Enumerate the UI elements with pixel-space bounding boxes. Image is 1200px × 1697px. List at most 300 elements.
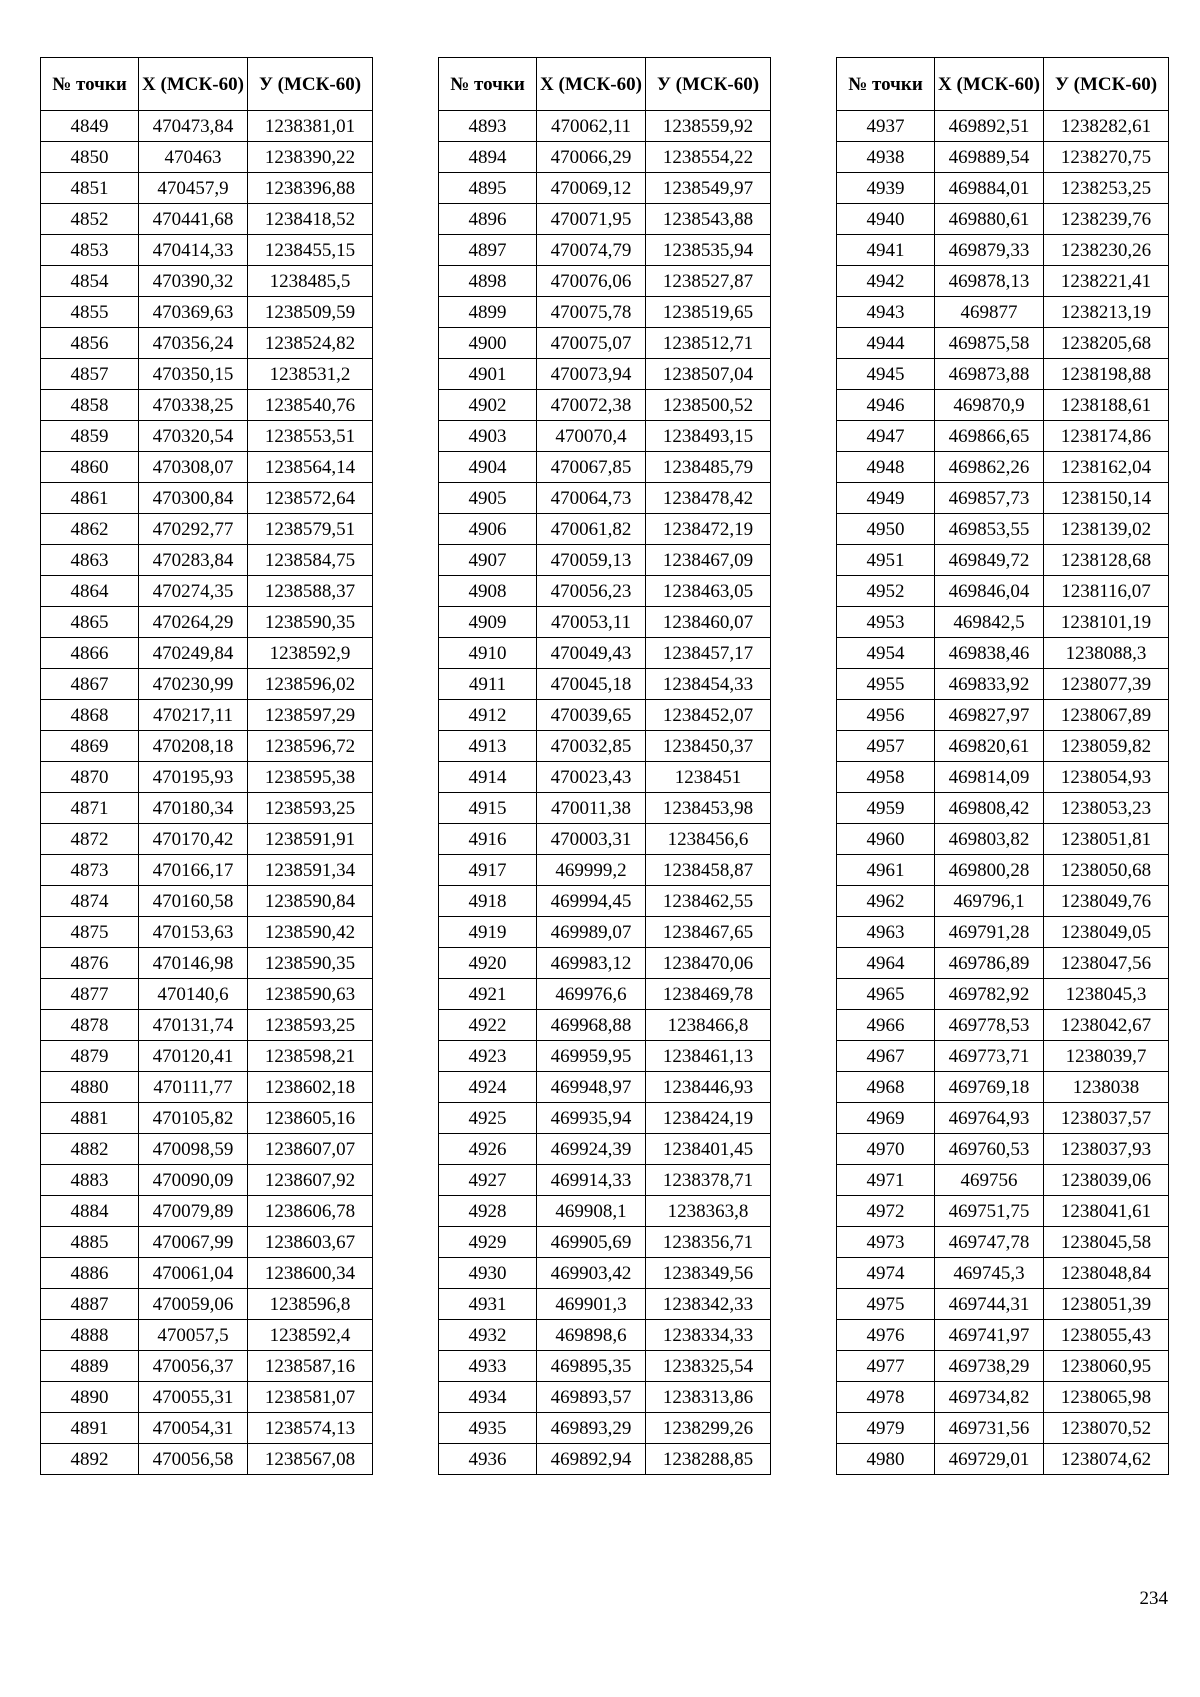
cell-point-number: 4923 xyxy=(439,1041,537,1072)
cell-point-number: 4909 xyxy=(439,607,537,638)
cell-point-number: 4974 xyxy=(837,1258,935,1289)
table-row xyxy=(439,638,771,669)
cell-y: 1238039,06 xyxy=(1044,1165,1169,1196)
cell-x: 469751,75 xyxy=(935,1196,1044,1227)
cell-point-number: 4953 xyxy=(837,607,935,638)
cell-point-number: 4905 xyxy=(439,483,537,514)
table-row xyxy=(439,855,771,886)
table-row xyxy=(439,545,771,576)
table-row xyxy=(41,297,373,328)
cell-y: 1238451 xyxy=(646,762,771,793)
cell-y: 1238456,6 xyxy=(646,824,771,855)
table-row xyxy=(439,979,771,1010)
table-row xyxy=(439,1134,771,1165)
table-row xyxy=(439,1289,771,1320)
cell-y: 1238045,3 xyxy=(1044,979,1169,1010)
cell-point-number: 4895 xyxy=(439,173,537,204)
cell-point-number: 4873 xyxy=(41,855,139,886)
cell-point-number: 4926 xyxy=(439,1134,537,1165)
cell-x: 469808,42 xyxy=(935,793,1044,824)
cell-point-number: 4883 xyxy=(41,1165,139,1196)
cell-point-number: 4901 xyxy=(439,359,537,390)
cell-x: 470090,09 xyxy=(139,1165,248,1196)
cell-x: 469889,54 xyxy=(935,142,1044,173)
cell-y: 1238198,88 xyxy=(1044,359,1169,390)
cell-x: 470062,11 xyxy=(537,111,646,142)
table-row xyxy=(439,235,771,266)
cell-point-number: 4929 xyxy=(439,1227,537,1258)
header-point-number: № точки xyxy=(41,58,139,111)
cell-x: 469747,78 xyxy=(935,1227,1044,1258)
cell-x: 470056,58 xyxy=(139,1444,248,1475)
table-row xyxy=(837,235,1169,266)
table-row xyxy=(837,1444,1169,1475)
cell-x: 470045,18 xyxy=(537,669,646,700)
table-row xyxy=(439,483,771,514)
table-row xyxy=(41,669,373,700)
cell-y: 1238396,88 xyxy=(248,173,373,204)
cell-point-number: 4942 xyxy=(837,266,935,297)
table-row xyxy=(837,359,1169,390)
cell-y: 1238466,8 xyxy=(646,1010,771,1041)
cell-x: 470463 xyxy=(139,142,248,173)
cell-y: 1238564,14 xyxy=(248,452,373,483)
cell-y: 1238509,59 xyxy=(248,297,373,328)
cell-x: 469924,39 xyxy=(537,1134,646,1165)
header-point-number: № точки xyxy=(837,58,935,111)
cell-x: 469814,09 xyxy=(935,762,1044,793)
cell-x: 470249,84 xyxy=(139,638,248,669)
table-row xyxy=(837,1103,1169,1134)
cell-y: 1238587,16 xyxy=(248,1351,373,1382)
cell-point-number: 4869 xyxy=(41,731,139,762)
table-row xyxy=(41,886,373,917)
cell-x: 470146,98 xyxy=(139,948,248,979)
cell-y: 1238574,13 xyxy=(248,1413,373,1444)
table-row xyxy=(837,545,1169,576)
cell-y: 1238288,85 xyxy=(646,1444,771,1475)
cell-x: 470217,11 xyxy=(139,700,248,731)
cell-point-number: 4932 xyxy=(439,1320,537,1351)
table-row xyxy=(41,173,373,204)
cell-y: 1238457,17 xyxy=(646,638,771,669)
table-row xyxy=(41,979,373,1010)
table-row xyxy=(837,1010,1169,1041)
table-row xyxy=(41,1134,373,1165)
table-row xyxy=(837,669,1169,700)
cell-x: 469731,56 xyxy=(935,1413,1044,1444)
cell-point-number: 4961 xyxy=(837,855,935,886)
cell-point-number: 4921 xyxy=(439,979,537,1010)
cell-x: 470039,65 xyxy=(537,700,646,731)
table-row xyxy=(439,1382,771,1413)
table-row xyxy=(837,731,1169,762)
cell-x: 470079,89 xyxy=(139,1196,248,1227)
cell-y: 1238455,15 xyxy=(248,235,373,266)
cell-y: 1238581,07 xyxy=(248,1382,373,1413)
cell-y: 1238188,61 xyxy=(1044,390,1169,421)
cell-y: 1238590,84 xyxy=(248,886,373,917)
cell-point-number: 4866 xyxy=(41,638,139,669)
cell-point-number: 4882 xyxy=(41,1134,139,1165)
cell-x: 469903,42 xyxy=(537,1258,646,1289)
cell-x: 469935,94 xyxy=(537,1103,646,1134)
cell-x: 469892,94 xyxy=(537,1444,646,1475)
cell-y: 1238213,19 xyxy=(1044,297,1169,328)
cell-y: 1238342,33 xyxy=(646,1289,771,1320)
cell-x: 469893,29 xyxy=(537,1413,646,1444)
cell-y: 1238461,13 xyxy=(646,1041,771,1072)
cell-y: 1238452,07 xyxy=(646,700,771,731)
cell-x: 469866,65 xyxy=(935,421,1044,452)
cell-y: 1238221,41 xyxy=(1044,266,1169,297)
cell-point-number: 4973 xyxy=(837,1227,935,1258)
cell-y: 1238116,07 xyxy=(1044,576,1169,607)
cell-y: 1238602,18 xyxy=(248,1072,373,1103)
cell-point-number: 4964 xyxy=(837,948,935,979)
cell-x: 470441,68 xyxy=(139,204,248,235)
cell-x: 470153,63 xyxy=(139,917,248,948)
cell-x: 470073,94 xyxy=(537,359,646,390)
cell-y: 1238467,65 xyxy=(646,917,771,948)
table-row xyxy=(41,1444,373,1475)
cell-point-number: 4937 xyxy=(837,111,935,142)
table-row xyxy=(41,1072,373,1103)
cell-y: 1238531,2 xyxy=(248,359,373,390)
cell-x: 470170,42 xyxy=(139,824,248,855)
cell-point-number: 4910 xyxy=(439,638,537,669)
table-row xyxy=(837,917,1169,948)
cell-y: 1238595,38 xyxy=(248,762,373,793)
table-row xyxy=(837,390,1169,421)
cell-x: 469796,1 xyxy=(935,886,1044,917)
cell-point-number: 4918 xyxy=(439,886,537,917)
cell-point-number: 4931 xyxy=(439,1289,537,1320)
cell-y: 1238037,93 xyxy=(1044,1134,1169,1165)
table-row xyxy=(41,390,373,421)
cell-point-number: 4878 xyxy=(41,1010,139,1041)
table-row xyxy=(41,638,373,669)
cell-y: 1238053,23 xyxy=(1044,793,1169,824)
cell-point-number: 4920 xyxy=(439,948,537,979)
table-row xyxy=(439,1165,771,1196)
coordinate-table xyxy=(836,57,1169,1475)
cell-y: 1238270,75 xyxy=(1044,142,1169,173)
cell-y: 1238600,34 xyxy=(248,1258,373,1289)
cell-y: 1238593,25 xyxy=(248,793,373,824)
cell-x: 470003,31 xyxy=(537,824,646,855)
cell-x: 470356,24 xyxy=(139,328,248,359)
cell-point-number: 4943 xyxy=(837,297,935,328)
table-row xyxy=(41,452,373,483)
cell-point-number: 4934 xyxy=(439,1382,537,1413)
table-row xyxy=(41,576,373,607)
cell-point-number: 4975 xyxy=(837,1289,935,1320)
cell-point-number: 4968 xyxy=(837,1072,935,1103)
cell-point-number: 4857 xyxy=(41,359,139,390)
table-header-row xyxy=(439,58,771,111)
cell-x: 470300,84 xyxy=(139,483,248,514)
cell-y: 1238239,76 xyxy=(1044,204,1169,235)
cell-x: 470160,58 xyxy=(139,886,248,917)
cell-y: 1238059,82 xyxy=(1044,731,1169,762)
cell-point-number: 4954 xyxy=(837,638,935,669)
cell-point-number: 4858 xyxy=(41,390,139,421)
cell-y: 1238101,19 xyxy=(1044,607,1169,638)
table-row xyxy=(439,142,771,173)
cell-point-number: 4930 xyxy=(439,1258,537,1289)
cell-point-number: 4911 xyxy=(439,669,537,700)
cell-x: 469833,92 xyxy=(935,669,1044,700)
cell-x: 470230,99 xyxy=(139,669,248,700)
table-row xyxy=(837,948,1169,979)
cell-x: 469999,2 xyxy=(537,855,646,886)
cell-point-number: 4919 xyxy=(439,917,537,948)
table-row xyxy=(837,638,1169,669)
cell-point-number: 4908 xyxy=(439,576,537,607)
cell-point-number: 4863 xyxy=(41,545,139,576)
cell-x: 469729,01 xyxy=(935,1444,1044,1475)
cell-y: 1238478,42 xyxy=(646,483,771,514)
cell-x: 470195,93 xyxy=(139,762,248,793)
cell-x: 469741,97 xyxy=(935,1320,1044,1351)
cell-point-number: 4906 xyxy=(439,514,537,545)
table-row xyxy=(41,607,373,638)
cell-point-number: 4886 xyxy=(41,1258,139,1289)
table-row xyxy=(837,483,1169,514)
table-row xyxy=(439,297,771,328)
cell-x: 469880,61 xyxy=(935,204,1044,235)
cell-x: 469892,51 xyxy=(935,111,1044,142)
cell-x: 469873,88 xyxy=(935,359,1044,390)
cell-point-number: 4928 xyxy=(439,1196,537,1227)
cell-y: 1238567,08 xyxy=(248,1444,373,1475)
cell-x: 469879,33 xyxy=(935,235,1044,266)
cell-y: 1238607,92 xyxy=(248,1165,373,1196)
table-row xyxy=(439,390,771,421)
table-row xyxy=(837,1196,1169,1227)
table-row xyxy=(837,421,1169,452)
table-row xyxy=(837,328,1169,359)
cell-point-number: 4955 xyxy=(837,669,935,700)
cell-x: 469898,6 xyxy=(537,1320,646,1351)
cell-y: 1238334,33 xyxy=(646,1320,771,1351)
cell-x: 469857,73 xyxy=(935,483,1044,514)
table-row xyxy=(41,142,373,173)
table-row xyxy=(41,1289,373,1320)
cell-x: 470067,99 xyxy=(139,1227,248,1258)
cell-y: 1238070,52 xyxy=(1044,1413,1169,1444)
cell-point-number: 4980 xyxy=(837,1444,935,1475)
cell-x: 470059,13 xyxy=(537,545,646,576)
cell-point-number: 4916 xyxy=(439,824,537,855)
cell-point-number: 4978 xyxy=(837,1382,935,1413)
cell-y: 1238598,21 xyxy=(248,1041,373,1072)
cell-point-number: 4925 xyxy=(439,1103,537,1134)
cell-x: 469853,55 xyxy=(935,514,1044,545)
cell-y: 1238453,98 xyxy=(646,793,771,824)
table-row xyxy=(41,1010,373,1041)
cell-x: 469803,82 xyxy=(935,824,1044,855)
header-x: Х (МСК-60) xyxy=(935,58,1044,111)
cell-y: 1238077,39 xyxy=(1044,669,1169,700)
cell-x: 470180,34 xyxy=(139,793,248,824)
table-row xyxy=(439,514,771,545)
table-row xyxy=(837,607,1169,638)
cell-y: 1238584,75 xyxy=(248,545,373,576)
cell-point-number: 4914 xyxy=(439,762,537,793)
cell-point-number: 4867 xyxy=(41,669,139,700)
cell-y: 1238050,68 xyxy=(1044,855,1169,886)
table-row xyxy=(439,824,771,855)
cell-y: 1238500,52 xyxy=(646,390,771,421)
table-row xyxy=(837,855,1169,886)
cell-x: 469908,1 xyxy=(537,1196,646,1227)
cell-point-number: 4894 xyxy=(439,142,537,173)
cell-x: 470056,37 xyxy=(139,1351,248,1382)
cell-y: 1238037,57 xyxy=(1044,1103,1169,1134)
table-row xyxy=(837,1165,1169,1196)
cell-point-number: 4875 xyxy=(41,917,139,948)
table-row xyxy=(41,514,373,545)
cell-y: 1238065,98 xyxy=(1044,1382,1169,1413)
table-row xyxy=(41,762,373,793)
cell-point-number: 4862 xyxy=(41,514,139,545)
cell-y: 1238579,51 xyxy=(248,514,373,545)
table-row xyxy=(41,1227,373,1258)
cell-y: 1238472,19 xyxy=(646,514,771,545)
cell-y: 1238051,39 xyxy=(1044,1289,1169,1320)
table-row xyxy=(837,793,1169,824)
cell-y: 1238381,01 xyxy=(248,111,373,142)
cell-x: 469756 xyxy=(935,1165,1044,1196)
cell-point-number: 4887 xyxy=(41,1289,139,1320)
cell-point-number: 4933 xyxy=(439,1351,537,1382)
cell-y: 1238606,78 xyxy=(248,1196,373,1227)
cell-y: 1238230,26 xyxy=(1044,235,1169,266)
cell-y: 1238603,67 xyxy=(248,1227,373,1258)
coordinate-table xyxy=(40,57,373,1475)
cell-y: 1238493,15 xyxy=(646,421,771,452)
cell-y: 1238299,26 xyxy=(646,1413,771,1444)
table-row xyxy=(41,483,373,514)
cell-point-number: 4880 xyxy=(41,1072,139,1103)
cell-point-number: 4889 xyxy=(41,1351,139,1382)
table-row xyxy=(41,1196,373,1227)
cell-point-number: 4900 xyxy=(439,328,537,359)
cell-point-number: 4962 xyxy=(837,886,935,917)
cell-x: 470070,4 xyxy=(537,421,646,452)
cell-x: 469875,58 xyxy=(935,328,1044,359)
cell-y: 1238588,37 xyxy=(248,576,373,607)
cell-x: 469786,89 xyxy=(935,948,1044,979)
cell-x: 470283,84 xyxy=(139,545,248,576)
cell-y: 1238349,56 xyxy=(646,1258,771,1289)
cell-x: 470011,38 xyxy=(537,793,646,824)
cell-point-number: 4851 xyxy=(41,173,139,204)
table-row xyxy=(41,1258,373,1289)
cell-y: 1238047,56 xyxy=(1044,948,1169,979)
cell-y: 1238401,45 xyxy=(646,1134,771,1165)
cell-x: 470069,12 xyxy=(537,173,646,204)
table-row xyxy=(439,1258,771,1289)
cell-y: 1238527,87 xyxy=(646,266,771,297)
cell-point-number: 4891 xyxy=(41,1413,139,1444)
cell-x: 469827,97 xyxy=(935,700,1044,731)
cell-x: 470066,29 xyxy=(537,142,646,173)
cell-point-number: 4888 xyxy=(41,1320,139,1351)
cell-point-number: 4948 xyxy=(837,452,935,483)
cell-y: 1238074,62 xyxy=(1044,1444,1169,1475)
cell-x: 469877 xyxy=(935,297,1044,328)
cell-x: 469905,69 xyxy=(537,1227,646,1258)
cell-point-number: 4913 xyxy=(439,731,537,762)
table-row xyxy=(41,1165,373,1196)
cell-y: 1238054,93 xyxy=(1044,762,1169,793)
table-row xyxy=(41,700,373,731)
table-row xyxy=(439,1196,771,1227)
header-point-number: № точки xyxy=(439,58,537,111)
table-row xyxy=(439,111,771,142)
cell-point-number: 4935 xyxy=(439,1413,537,1444)
cell-x: 470390,32 xyxy=(139,266,248,297)
table-row xyxy=(837,700,1169,731)
cell-point-number: 4849 xyxy=(41,111,139,142)
table-row xyxy=(439,1413,771,1444)
table-row xyxy=(439,669,771,700)
table-row xyxy=(837,1320,1169,1351)
cell-y: 1238460,07 xyxy=(646,607,771,638)
table-row xyxy=(439,731,771,762)
cell-x: 470056,23 xyxy=(537,576,646,607)
cell-y: 1238060,95 xyxy=(1044,1351,1169,1382)
table-row xyxy=(41,111,373,142)
cell-x: 470055,31 xyxy=(139,1382,248,1413)
table-row xyxy=(837,111,1169,142)
table-row xyxy=(41,328,373,359)
cell-y: 1238356,71 xyxy=(646,1227,771,1258)
table-row xyxy=(439,1072,771,1103)
cell-x: 470369,63 xyxy=(139,297,248,328)
cell-point-number: 4956 xyxy=(837,700,935,731)
table-row xyxy=(41,1320,373,1351)
cell-x: 469968,88 xyxy=(537,1010,646,1041)
table-row xyxy=(41,204,373,235)
cell-x: 469778,53 xyxy=(935,1010,1044,1041)
cell-y: 1238424,19 xyxy=(646,1103,771,1134)
cell-x: 470054,31 xyxy=(139,1413,248,1444)
table-header-row xyxy=(837,58,1169,111)
cell-point-number: 4969 xyxy=(837,1103,935,1134)
cell-point-number: 4958 xyxy=(837,762,935,793)
cell-y: 1238572,64 xyxy=(248,483,373,514)
table-row xyxy=(41,1041,373,1072)
table-row xyxy=(439,793,771,824)
cell-x: 470098,59 xyxy=(139,1134,248,1165)
cell-x: 469989,07 xyxy=(537,917,646,948)
cell-y: 1238128,68 xyxy=(1044,545,1169,576)
cell-point-number: 4922 xyxy=(439,1010,537,1041)
cell-y: 1238363,8 xyxy=(646,1196,771,1227)
cell-point-number: 4850 xyxy=(41,142,139,173)
cell-x: 470140,6 xyxy=(139,979,248,1010)
cell-point-number: 4950 xyxy=(837,514,935,545)
table-row xyxy=(837,1351,1169,1382)
cell-point-number: 4872 xyxy=(41,824,139,855)
cell-x: 470414,33 xyxy=(139,235,248,266)
table-row xyxy=(837,1227,1169,1258)
cell-point-number: 4947 xyxy=(837,421,935,452)
